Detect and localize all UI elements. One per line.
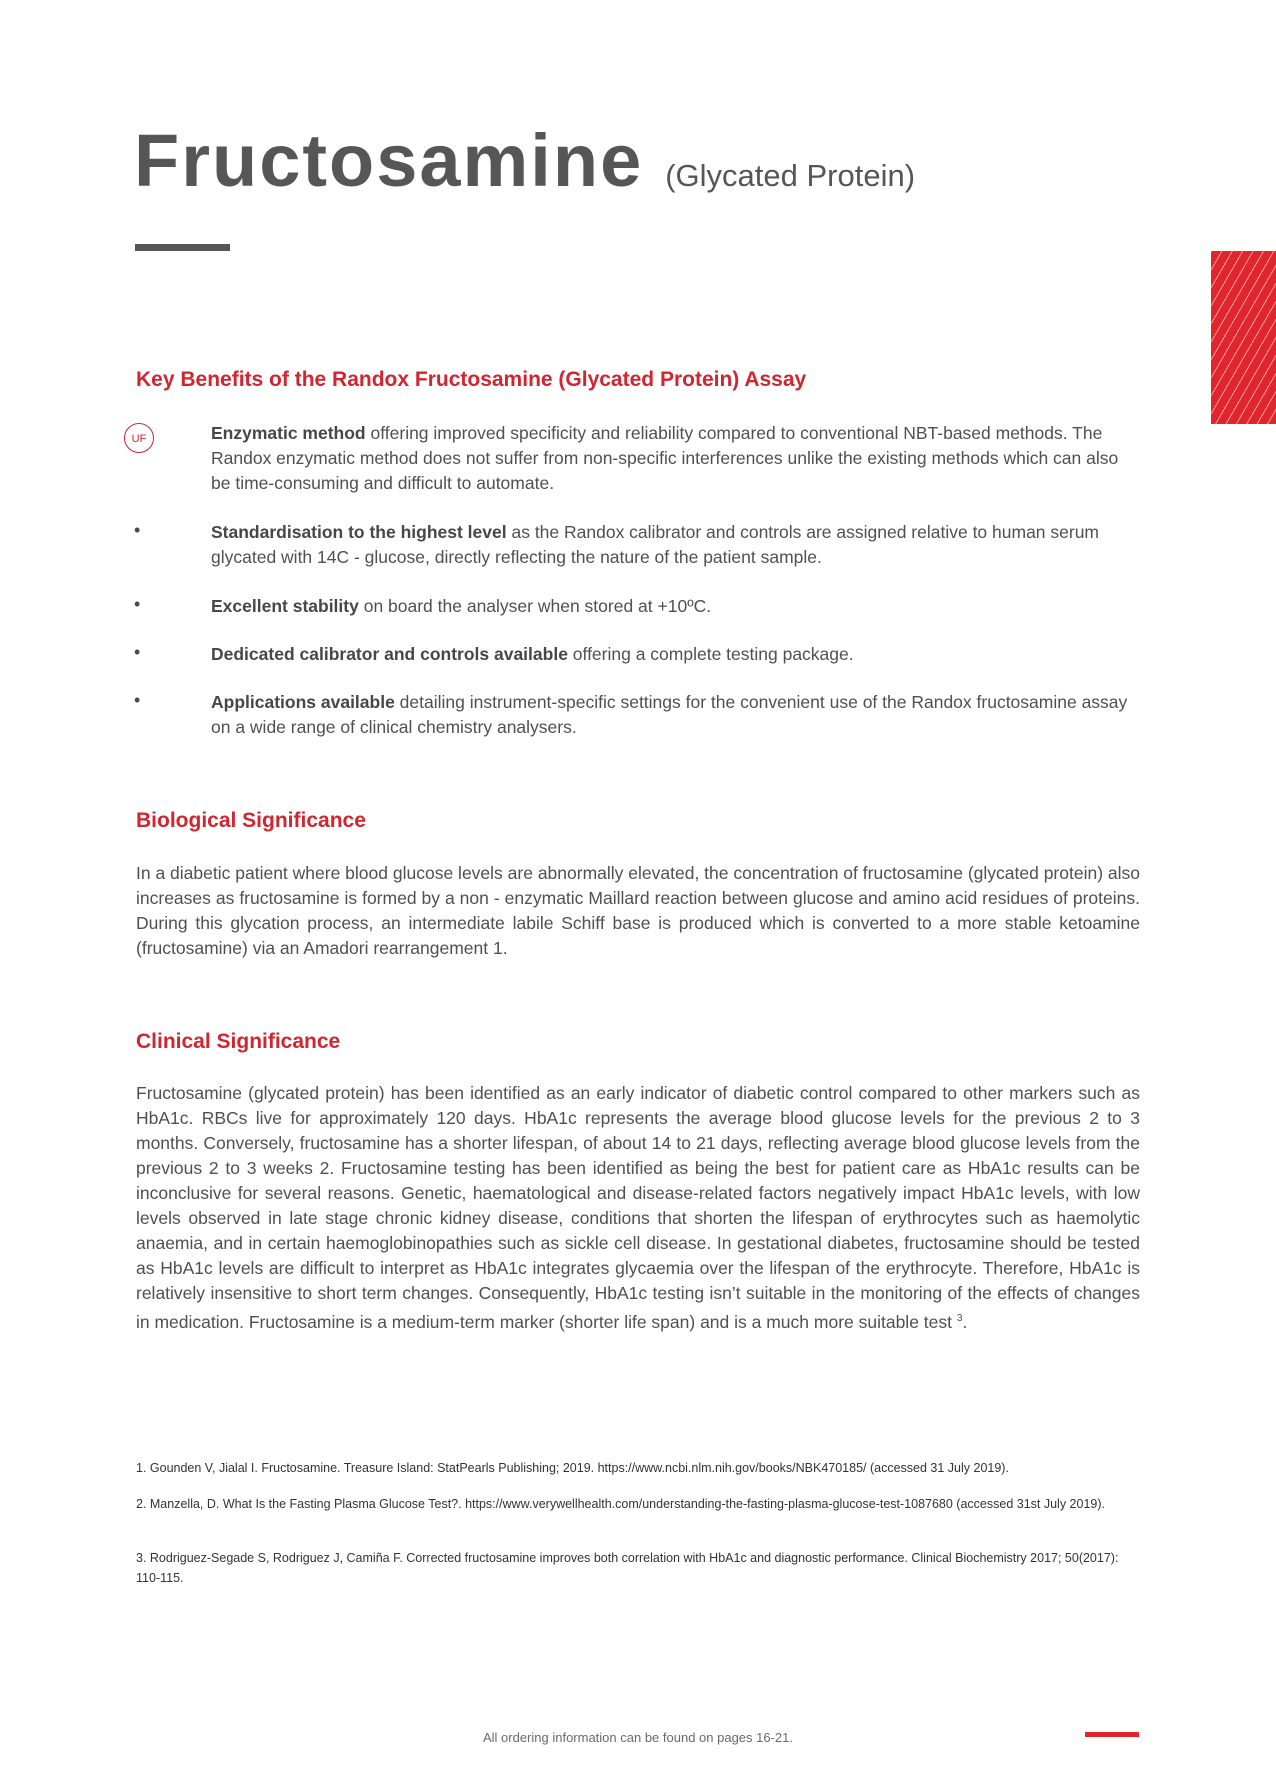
bullet-icon: • <box>134 642 141 662</box>
title-subtitle: (Glycated Protein) <box>665 158 916 193</box>
biological-significance-text: In a diabetic patient where blood glucose levels are abnormally elevated, the concentration of fructosamine (glycated protein) also increases as fructosamine is formed by a non - enzymatic Maillard reaction between glucose and amino acid residues of proteins. During this glycation process, an intermediate labile Schiff base is produced which is converted to a more stable ketoamine (fructosamine) via an Amadori rearrangement 1. <box>136 863 1140 958</box>
reference-item: 1. Gounden V, Jialal I. Fructosamine. Treasure Island: StatPearls Publishing; 2019. https://www.ncbi.nlm.nih.gov/books/NBK470185/ (accessed 31 July 2019). <box>136 1461 1009 1475</box>
benefit-item-text: offering a complete testing package. <box>567 644 854 664</box>
benefit-item-text: detailing instrument-specific settings for the convenient use of the Randox fructosamine assay on a wide range of clinical chemistry analysers. <box>211 692 1128 737</box>
reference-item: 2. Manzella, D. What Is the Fasting Plasma Glucose Test?. https://www.verywellhealth.com/understanding-the-fasting-plasma-glucose-test-1087680 (accessed 31st July 2019). <box>136 1497 1105 1511</box>
clinical-significance-text <box>136 1081 1140 1335</box>
benefit-item-text: as the Randox calibrator and controls are assigned relative to human serum glycated with 14C - glucose, directly reflecting the nature of the patient sample. <box>211 522 1100 567</box>
biological-significance-heading: Biological Significance <box>136 809 366 832</box>
clinical-significance-end: . <box>962 1311 968 1332</box>
page-title <box>134 118 915 203</box>
bullet-icon: • <box>134 520 141 540</box>
reference-item: 3. Rodriguez-Segade S, Rodriguez J, Camiña F. Corrected fructosamine improves both correlation with HbA1c and diagnostic performance. Clinical Biochemistry 2017; 50(2017): 110-115. <box>136 1551 1119 1585</box>
bullet-icon: • <box>134 594 141 614</box>
uf-icon: UF <box>124 423 154 453</box>
benefit-item-bold: Excellent stability <box>211 596 359 616</box>
benefit-item-text: offering improved specificity and reliability compared to conventional NBT-based methods. The Randox enzymatic method does not suffer from non-specific interferences unlike the existing methods which can also be time-consuming and difficult to automate. <box>211 423 1119 493</box>
reference-superscript: 3 <box>956 1313 963 1324</box>
benefit-item <box>211 421 1141 496</box>
benefit-item-bold: Dedicated calibrator and controls available <box>211 644 568 664</box>
benefit-item <box>211 642 1141 667</box>
benefit-item-bold: Standardisation to the highest level <box>211 522 507 542</box>
benefit-item <box>211 594 1141 619</box>
footer-accent-line <box>1085 1732 1139 1737</box>
bullet-icon: • <box>134 690 141 710</box>
benefit-item <box>211 520 1141 570</box>
benefit-item <box>211 690 1141 740</box>
section-tab-marker <box>1211 251 1276 424</box>
title-main: Fructosamine <box>134 119 644 202</box>
title-underline <box>135 244 230 251</box>
footer-ordering-note: All ordering information can be found on pages 16-21. <box>482 1730 794 1745</box>
benefit-item-bold: Enzymatic method <box>211 423 366 443</box>
benefit-item-bold: Applications available <box>211 692 395 712</box>
clinical-significance-heading: Clinical Significance <box>136 1030 341 1053</box>
key-benefits-heading: Key Benefits of the Randox Fructosamine (Glycated Protein) Assay <box>136 368 807 391</box>
benefit-item-text: on board the analyser when stored at +10ºC. <box>358 596 712 616</box>
clinical-significance-body: Fructosamine (glycated protein) has been identified as an early indicator of diabetic control compared to other markers such as HbA1c. RBCs live for approximately 120 days. HbA1c represents the average blood glucose levels for the previous 2 to 3 months. Conversely, fructosamine has a shorter lifespan, of about 14 to 21 days, reflecting average blood glucose levels from the previous 2 to 3 weeks 2. Fructosamine testing has been identified as being the best for patient care as HbA1c results can be inconclusive for several reasons. Genetic, haematological and disease-related factors negatively impact HbA1c levels, with low levels observed in late stage chronic kidney disease, conditions that shorten the lifespan of erythrocytes such as haemolytic anaemia, and in certain haemoglobinopathies such as sickle cell disease. In gestational diabetes, fructosamine should be tested as HbA1c levels are difficult to interpret as HbA1c integrates glycaemia over the lifespan of the erythrocyte. Therefore, HbA1c is relatively insensitive to short term changes. Consequently, HbA1c testing isn’t suitable in the monitoring of the effects of changes in medication. Fructosamine is a medium-term marker (shorter life span) and is a much more suitable test <box>136 1083 1140 1332</box>
